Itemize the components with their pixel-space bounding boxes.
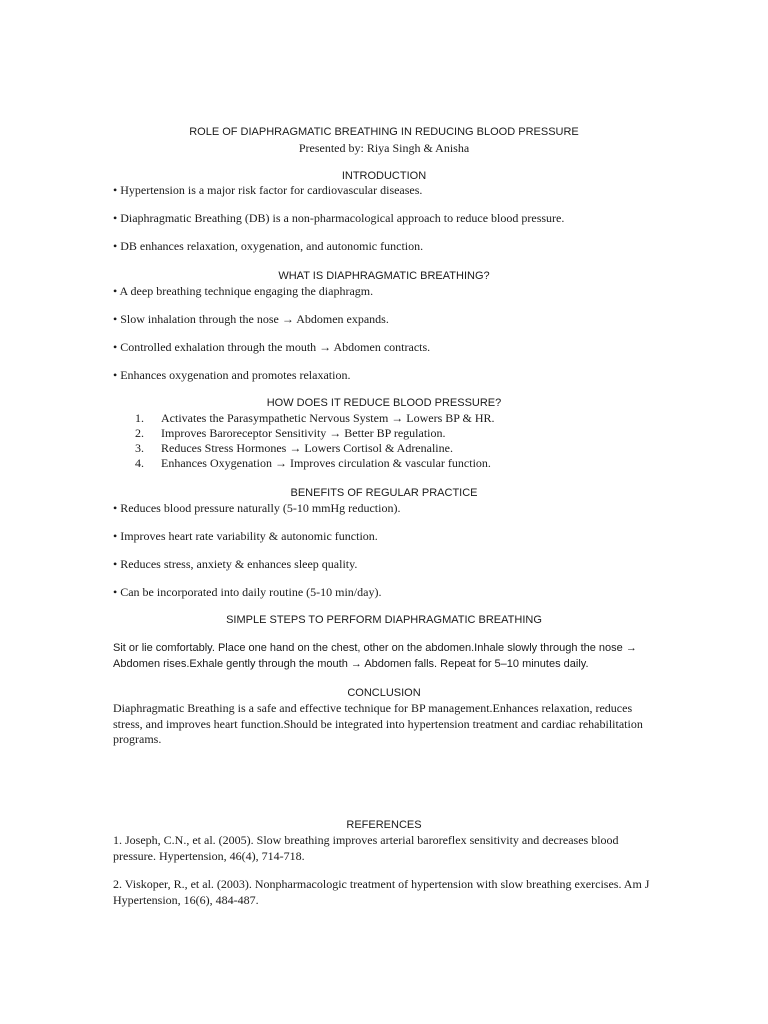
list-number: 3. [135,441,144,455]
benefits-bullet: • Reduces stress, anxiety & enhances sleep quality. [113,557,358,571]
what-is-bullet: • Controlled exhalation through the mouth → Abdomen contracts. [113,340,431,354]
how-heading: HOW DOES IT REDUCE BLOOD PRESSURE? [266,397,502,409]
what-is-bullet: • A deep breathing technique engaging the diaphragm. [113,284,374,298]
benefits-bullet: • Reduces blood pressure naturally (5-10 mmHg reduction). [113,501,401,515]
introduction-heading: INTRODUCTION [341,170,427,182]
how-list-item [135,426,655,441]
how-list-item [135,456,655,471]
reference-item: 2. Viskoper, R., et al. (2003). Nonpharmacologic treatment of hypertension with slow breathing exercises. Am J Hypertension, 16(6), 484-487. [113,877,650,907]
conclusion-heading: CONCLUSION [347,687,421,699]
presenters-line: Presented by: Riya Singh & Anisha [298,141,470,155]
intro-bullet: • Hypertension is a major risk factor for cardiovascular diseases. [113,183,423,197]
what-is-bullet: • Enhances oxygenation and promotes relaxation. [113,368,351,382]
conclusion-paragraph: Diaphragmatic Breathing is a safe and effective technique for BP management.Enhances relaxation, reduces stress, and improves heart function.Should be integrated into hypertension treatment and cardiac rehabilitation programs. [113,701,643,746]
list-text: Activates the Parasympathetic Nervous System → Lowers BP & HR. [161,411,495,425]
benefits-bullet: • Can be incorporated into daily routine (5-10 min/day). [113,585,382,599]
what-is-bullet: • Slow inhalation through the nose → Abdomen expands. [113,312,389,326]
benefits-heading: BENEFITS OF REGULAR PRACTICE [290,487,478,499]
list-text: Reduces Stress Hormones → Lowers Cortisol & Adrenaline. [161,441,453,455]
how-list-item [135,441,655,456]
document-title: ROLE OF DIAPHRAGMATIC BREATHING IN REDUCING BLOOD PRESSURE [189,126,579,138]
what-is-heading: WHAT IS DIAPHRAGMATIC BREATHING? [278,270,490,282]
list-number: 4. [135,456,144,470]
steps-heading: SIMPLE STEPS TO PERFORM DIAPHRAGMATIC BREATHING [226,614,542,626]
list-number: 2. [135,426,144,440]
list-text: Improves Baroreceptor Sensitivity → Better BP regulation. [161,426,446,440]
intro-bullet: • DB enhances relaxation, oxygenation, and autonomic function. [113,239,424,253]
intro-bullet: • Diaphragmatic Breathing (DB) is a non-pharmacological approach to reduce blood pressure. [113,211,565,225]
how-list-item [135,411,655,426]
list-number: 1. [135,411,144,425]
benefits-bullet: • Improves heart rate variability & autonomic function. [113,529,378,543]
references-heading: REFERENCES [346,819,422,831]
list-text: Enhances Oxygenation → Improves circulation & vascular function. [161,456,491,470]
reference-item: 1. Joseph, C.N., et al. (2005). Slow breathing improves arterial baroreflex sensitivity and decreases blood pressure. Hypertension, 46(4), 714-718. [113,833,619,863]
steps-paragraph: Sit or lie comfortably. Place one hand on the chest, other on the abdomen.Inhale slowly through the nose → Abdomen rises.Exhale gently through the mouth → Abdomen falls. Repeat for 5–10 minutes daily. [113,642,637,670]
